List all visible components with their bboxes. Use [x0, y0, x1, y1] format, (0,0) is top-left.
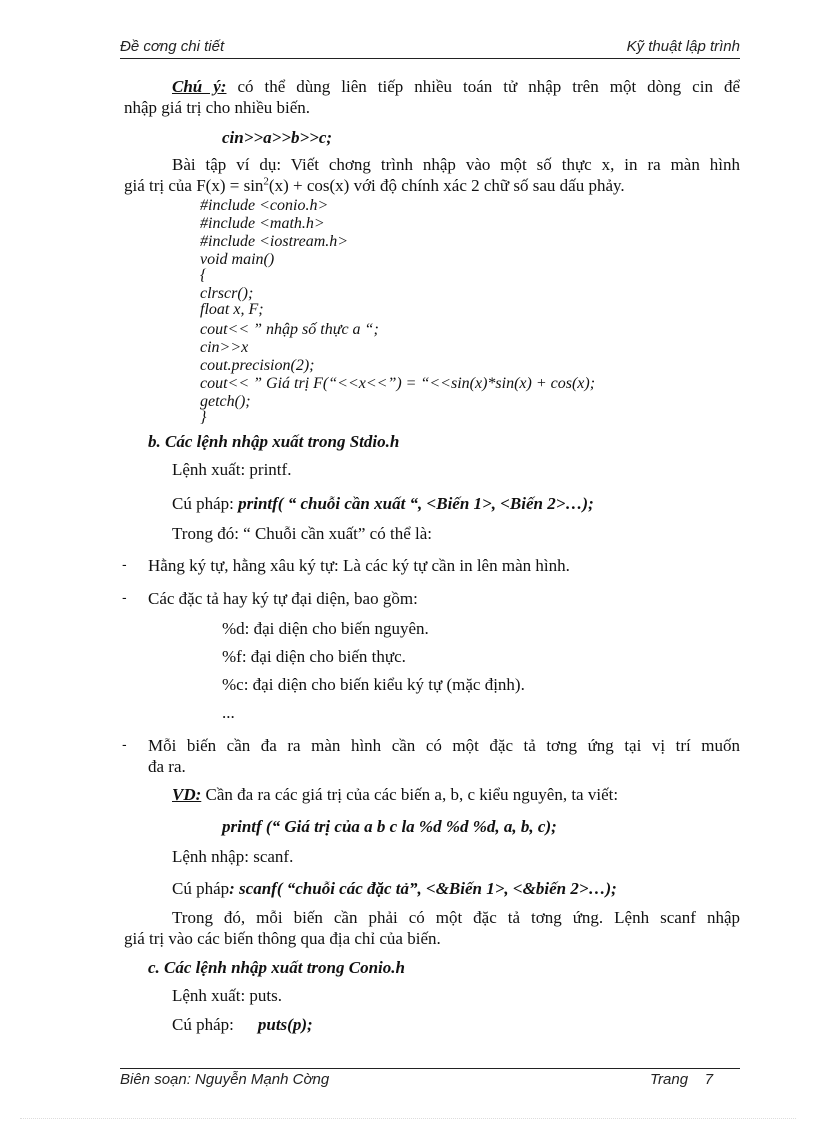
- note-label: Chú ý:: [172, 77, 227, 96]
- example-code: printf (“ Giá trị của a b c la %d %d %d, a, b, c);: [222, 817, 557, 836]
- puts-syntax-code: puts(p);: [257, 1015, 313, 1034]
- code-line: {: [200, 267, 207, 284]
- code-line: getch();: [200, 393, 251, 410]
- example-label: VD:: [172, 785, 202, 804]
- code-line: clrscr();: [200, 285, 254, 302]
- section-b-heading: b. Các lệnh nhập xuất trong Stdio.h: [148, 432, 400, 451]
- input-where-line-1: [124, 908, 740, 928]
- bullet-marker: -: [122, 556, 127, 572]
- spec-d: %d: đại diện cho biến nguyên.: [222, 619, 429, 638]
- example-line: [172, 785, 788, 805]
- input-command: Lệnh nhập: scanf.: [172, 847, 294, 866]
- code-line: cout.precision(2);: [200, 357, 315, 374]
- bullet-2: Các đặc tả hay ký tự đại diện, bao gồm:: [148, 589, 418, 608]
- footer-page: [650, 1071, 713, 1088]
- code-line: #include <iostream.h>: [200, 233, 349, 250]
- header-left-title: Đề cơng chi tiết: [120, 38, 225, 55]
- note-line-1: [124, 77, 740, 97]
- output-command: Lệnh xuất: printf.: [172, 460, 292, 479]
- note-text-1: có thể dùng liên tiếp nhiều toán tử nhập trên một dòng cin để: [226, 77, 740, 96]
- page-label: Trang: [650, 1071, 689, 1088]
- code-line: cout<< ” Giá trị F(“<<x<<”) = “<<sin(x)*sin(x) + cos(x);: [200, 375, 596, 392]
- bullet-1: Hằng ký tự, hằng xâu ký tự: Là các ký tự cần in lên màn hình.: [148, 556, 570, 575]
- exercise-text-2b: (x) + cos(x) với độ chính xác 2 chữ số sau dấu phảy.: [268, 176, 625, 195]
- footer-author: Biên soạn: Nguyễn Mạnh Cờng: [120, 1071, 330, 1088]
- input-where-line-2: giá trị vào các biến thông qua địa chỉ của biến.: [124, 929, 441, 948]
- code-line: cin>>x: [200, 339, 249, 356]
- printf-syntax-code: printf( “ chuỗi cần xuất “, <Biến 1>, <Biến 2>…);: [238, 494, 594, 513]
- bullet-marker: -: [122, 589, 127, 605]
- bullet-marker: -: [122, 736, 127, 752]
- exercise-line-1: [124, 155, 740, 175]
- exercise-text-1: Bài tập ví dụ: Viết chơng trình nhập vào một số thực x, in ra màn hình: [172, 155, 740, 174]
- spec-c: %c: đại diện cho biến kiểu ký tự (mặc định).: [222, 675, 525, 694]
- note-line-2: nhập giá trị cho nhiều biến.: [124, 98, 311, 117]
- exercise-superscript: 2: [263, 175, 269, 188]
- page-number: 7: [704, 1071, 714, 1088]
- code-line: #include <conio.h>: [200, 197, 329, 214]
- section-c-heading: c. Các lệnh nhập xuất trong Conio.h: [148, 958, 405, 977]
- printf-syntax: [172, 494, 788, 514]
- page-footer: [120, 1068, 740, 1091]
- page-header: [120, 38, 740, 59]
- code-line: }: [200, 409, 207, 426]
- bullet-3-line-2: đa ra.: [148, 757, 186, 776]
- code-line: float x, F;: [200, 301, 264, 318]
- bottom-divider: [20, 1118, 796, 1119]
- puts-command: Lệnh xuất: puts.: [172, 986, 283, 1005]
- exercise-text-2a: giá trị của F(x) = sin: [124, 176, 264, 195]
- input-syntax-label: Cú pháp: [172, 879, 230, 898]
- code-line: #include <math.h>: [200, 215, 325, 232]
- code-line: void main(): [200, 251, 275, 268]
- exercise-line-2: [124, 176, 740, 196]
- scanf-syntax: [172, 879, 788, 899]
- syntax-label: Cú pháp:: [172, 494, 239, 513]
- where-text: Trong đó: “ Chuỗi cần xuất” có thể là:: [172, 524, 432, 543]
- code-line: cout<< ” nhập số thực a “;: [200, 321, 379, 338]
- puts-syntax-label: Cú pháp:: [172, 1015, 234, 1034]
- example-text: Cần đa ra các giá trị của các biến a, b, c kiểu nguyên, ta viết:: [201, 785, 619, 804]
- puts-syntax: [172, 1015, 788, 1035]
- scanf-syntax-code: : scanf( “chuỗi các đặc tả”, <&Biến 1>, <&biến 2>…);: [229, 879, 617, 898]
- bullet-3-line-1: Mỗi biến cần đa ra màn hình cần có một đặc tả tơng ứng tại vị trí muốn: [148, 736, 740, 755]
- spec-f: %f: đại diện cho biến thực.: [222, 647, 406, 666]
- cin-example: cin>>a>>b>>c;: [222, 128, 333, 147]
- input-where-text-1: Trong đó, mỗi biến cần phải có một đặc tả tơng ứng. Lệnh scanf nhập: [172, 908, 740, 927]
- header-right-title: Kỹ thuật lập trình: [626, 38, 740, 55]
- spec-ellipsis: ...: [222, 703, 235, 722]
